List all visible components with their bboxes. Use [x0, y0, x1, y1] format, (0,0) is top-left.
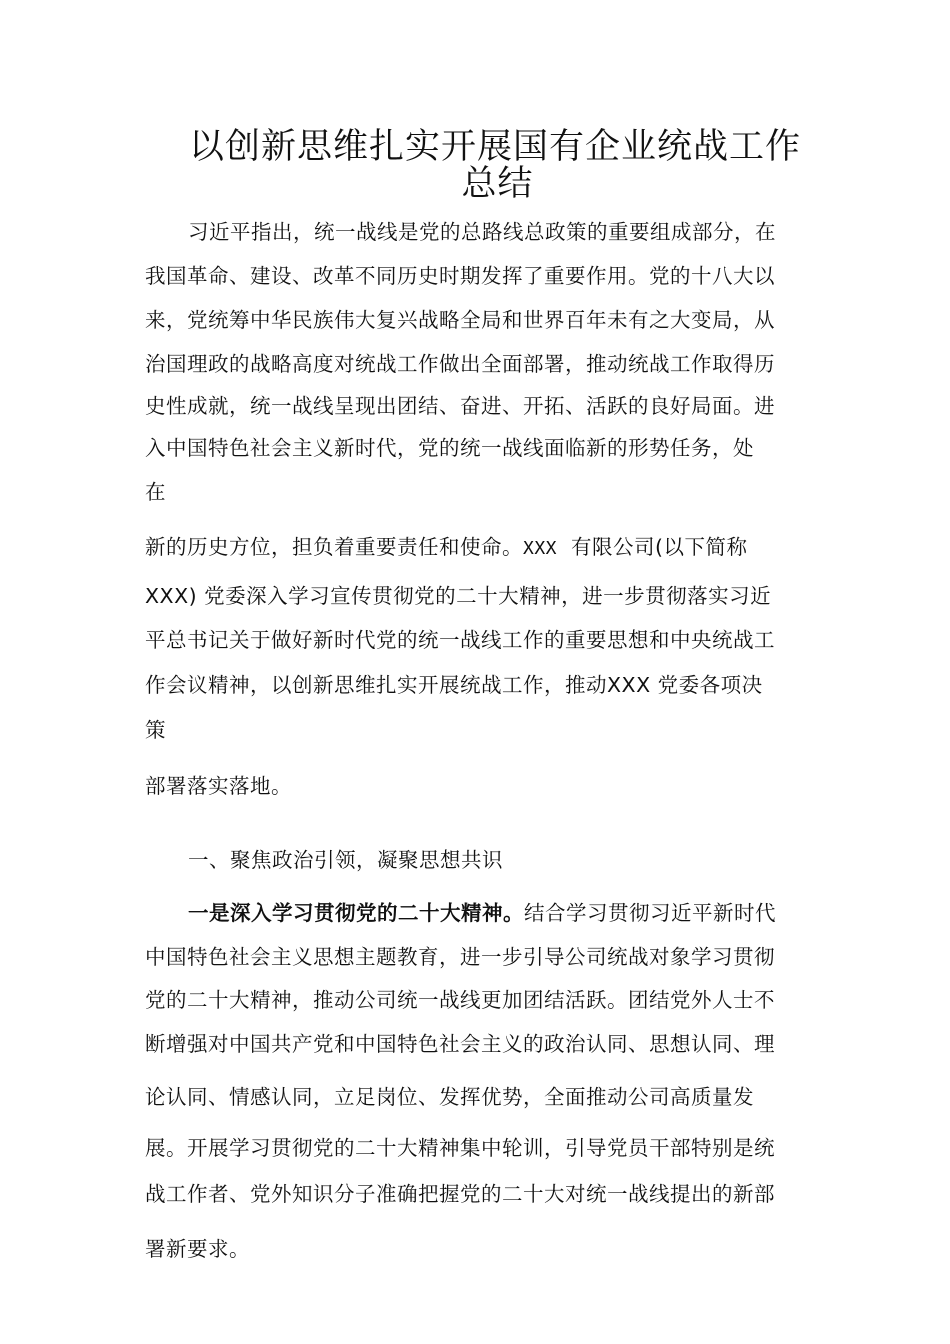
- paragraph-line: 来，党统筹中华民族伟大复兴战略全局和世界百年未有之大变局，从: [145, 308, 775, 332]
- paragraph-line: 展。开展学习贯彻党的二十大精神集中轮训，引导党员干部特别是统: [145, 1136, 775, 1160]
- paragraph-line: 策: [145, 718, 166, 742]
- paragraph-line: 中国特色社会主义思想主题教育，进一步引导公司统战对象学习贯彻: [145, 945, 775, 969]
- document-title-line-1: 以创新思维扎实开展国有企业统战工作: [188, 127, 801, 167]
- paragraph-line: 平总书记关于做好新时代党的统一战线工作的重要思想和中央统战工: [145, 628, 775, 652]
- paragraph-line: 入中国特色社会主义新时代，党的统一战线面临新的形势任务，处: [145, 436, 754, 460]
- paragraph-line: 部署落实落地。: [145, 774, 292, 798]
- text-segment: 新的历史方位，担负着重要责任和使命。: [145, 535, 523, 559]
- document-title-line-2: 总结: [461, 164, 534, 204]
- paragraph-line: 论认同、情感认同，立足岗位、发挥优势，全面推动公司高质量发: [145, 1085, 754, 1109]
- text-segment: 结合学习贯彻习近平新时代: [524, 901, 776, 925]
- paragraph-line: 治国理政的战略高度对统战工作做出全面部署，推动统战工作取得历: [145, 352, 775, 376]
- bold-lead-text: 一是深入学习贯彻党的二十大精神。: [188, 901, 524, 925]
- section-heading: 一、聚焦政治引领，凝聚思想共识: [188, 848, 503, 872]
- paragraph-line: 史性成就，统一战线呈现出团结、奋进、开拓、活跃的良好局面。进: [145, 394, 775, 418]
- paragraph-line: 党的二十大精神，推动公司统一战线更加团结活跃。团结党外人士不: [145, 988, 775, 1012]
- company-placeholder: XXX: [523, 538, 558, 559]
- text-segment: 有限公司(以下简称: [571, 535, 748, 559]
- paragraph-line: 战工作者、党外知识分子准确把握党的二十大对统一战线提出的新部: [145, 1182, 775, 1206]
- paragraph-line: 署新要求。: [145, 1237, 250, 1261]
- paragraph-line: 在: [145, 480, 166, 504]
- paragraph-line: 习近平指出，统一战线是党的总路线总政策的重要组成部分，在: [188, 220, 776, 244]
- paragraph-line: [145, 533, 748, 563]
- paragraph-line: 我国革命、建设、改革不同历史时期发挥了重要作用。党的十八大以: [145, 264, 775, 288]
- paragraph-line: 作会议精神，以创新思维扎实开展统战工作，推动XXX 党委各项决: [145, 673, 763, 697]
- paragraph-line: 断增强对中国共产党和中国特色社会主义的政治认同、思想认同、理: [145, 1032, 775, 1056]
- paragraph-line: [188, 899, 776, 927]
- paragraph-line: XXX) 党委深入学习宣传贯彻党的二十大精神，进一步贯彻落实习近: [145, 584, 772, 608]
